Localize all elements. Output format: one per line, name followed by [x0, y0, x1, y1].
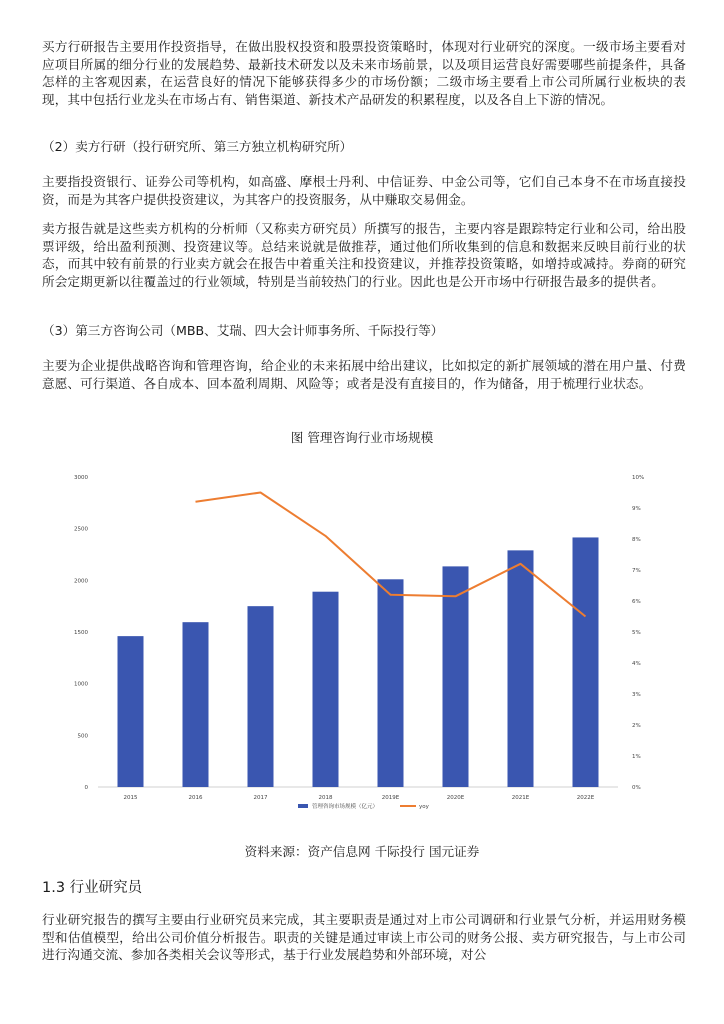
- y-tick-label: 3000: [74, 475, 88, 481]
- y-tick-label: 0: [84, 785, 88, 791]
- paragraph-sell-side-institutions: 主要指投资银行、证券公司等机构，如高盛、摩根士丹利、中信证券、中金公司等，它们自己本身不在市场直接投资，而是为其客户提供投资建议，为其客户的投资服务，从中赚取交易佣金。: [42, 174, 686, 207]
- y2-tick-label: 0%: [632, 785, 641, 791]
- x-tick-label: 2019E: [381, 795, 400, 801]
- y2-tick-label: 4%: [632, 661, 641, 667]
- paragraph-sell-side-reports: 卖方报告就是这些卖方机构的分析师（又称卖方研究员）所撰写的报告，主要内容是跟踪特定行业和公司，给出股票评级，给出盈利预测、投资建议等。总结来说就是做推荐，通过他们所收集到的信息和数据来反映目前行业的状态，而其中较有前景的行业卖方就会在报告中着重关注和投资建议，并推荐投资策略，如增持或减持。券商的研究所会定期更新以往覆盖过的行业领域，特别是当前较热门的行业。因此也是公开市场中行研报告最多的提供者。: [42, 221, 686, 289]
- paragraph-consulting: 主要为企业提供战略咨询和管理咨询，给企业的未来拓展中给出建议，比如拟定的新扩展领域的潜在用户量、付费意愿、可行渠道、各自成本、回本盈利周期、风险等；或者是没有直接目的，作为储备，用于梳理行业状态。: [42, 358, 686, 391]
- x-tick-label: 2021E: [511, 795, 530, 801]
- figure-title: 图 管理咨询行业市场规模: [290, 430, 434, 445]
- y2-tick-label: 9%: [632, 506, 641, 512]
- y2-tick-label: 1%: [632, 754, 641, 760]
- y2-tick-label: 2%: [632, 723, 641, 729]
- y-tick-label: 1500: [74, 630, 88, 636]
- bar: [508, 550, 534, 787]
- y2-tick-label: 3%: [632, 692, 641, 698]
- x-tick-label: 2017: [253, 795, 268, 801]
- y2-tick-label: 8%: [632, 537, 641, 543]
- paragraph-industry-researcher: 行业研究报告的撰写主要由行业研究员来完成，其主要职责是通过对上市公司调研和行业景气分析，并运用财务模型和估值模型，给出公司价值分析报告。职责的关键是通过审读上市公司的财务公报、卖方研究报告，与上市公司进行沟通交流、参加各类相关会议等形式，基于行业发展趋势和外部环境，对公: [42, 912, 686, 963]
- legend-label-bars: 管理咨询市场规模（亿元）: [312, 804, 379, 810]
- bar: [313, 592, 339, 787]
- x-tick-label: 2016: [188, 795, 203, 801]
- y-tick-label: 1000: [74, 681, 88, 688]
- x-tick-label: 2018: [318, 795, 333, 801]
- figure-source: 资料来源：资产信息网 千际投行 国元证券: [244, 844, 480, 859]
- subheading-sell-side: （2）卖方行研（投行研究所、第三方独立机构研究所）: [42, 139, 353, 154]
- y2-tick-label: 7%: [632, 568, 641, 574]
- subheading-consulting: （3）第三方咨询公司（MBB、艾瑞、四大会计师事务所、千际投行等）: [42, 323, 444, 338]
- y2-tick-label: 10%: [632, 475, 645, 481]
- bar: [573, 537, 599, 787]
- bar: [443, 566, 469, 787]
- section-heading: 1.3 行业研究员: [42, 880, 143, 896]
- legend-swatch-bars: [298, 804, 308, 808]
- x-tick-label: 2015: [123, 795, 138, 801]
- y-tick-label: 2000: [74, 578, 88, 585]
- x-tick-label: 2022E: [576, 795, 595, 801]
- y2-tick-label: 5%: [632, 630, 641, 636]
- bar: [118, 636, 144, 787]
- x-tick-label: 2020E: [446, 795, 465, 801]
- bar: [378, 579, 404, 787]
- y2-tick-label: 6%: [632, 599, 641, 605]
- bar: [248, 606, 274, 787]
- market-size-chart: [60, 465, 664, 820]
- bar: [183, 622, 209, 787]
- paragraph-buy-side: 买方行研报告主要用作投资指导，在做出股权投资和股票投资策略时，体现对行业研究的深度。一级市场主要看对应项目所属的细分行业的发展趋势、最新技术研发以及未来市场前景，以及项目运营良好需要哪些前提条件，具备怎样的主客观因素，在运营良好的情况下能够获得多少的市场份额；二级市场主要看上市公司所属行业板块的表现，其中包括行业龙头在市场占有、销售渠道、新技术产品研发的积累程度，以及各自上下游的情况。: [42, 39, 686, 107]
- y-tick-label: 500: [77, 733, 88, 740]
- legend-label-yoy: yoy: [419, 804, 429, 810]
- y-tick-label: 2500: [74, 526, 88, 533]
